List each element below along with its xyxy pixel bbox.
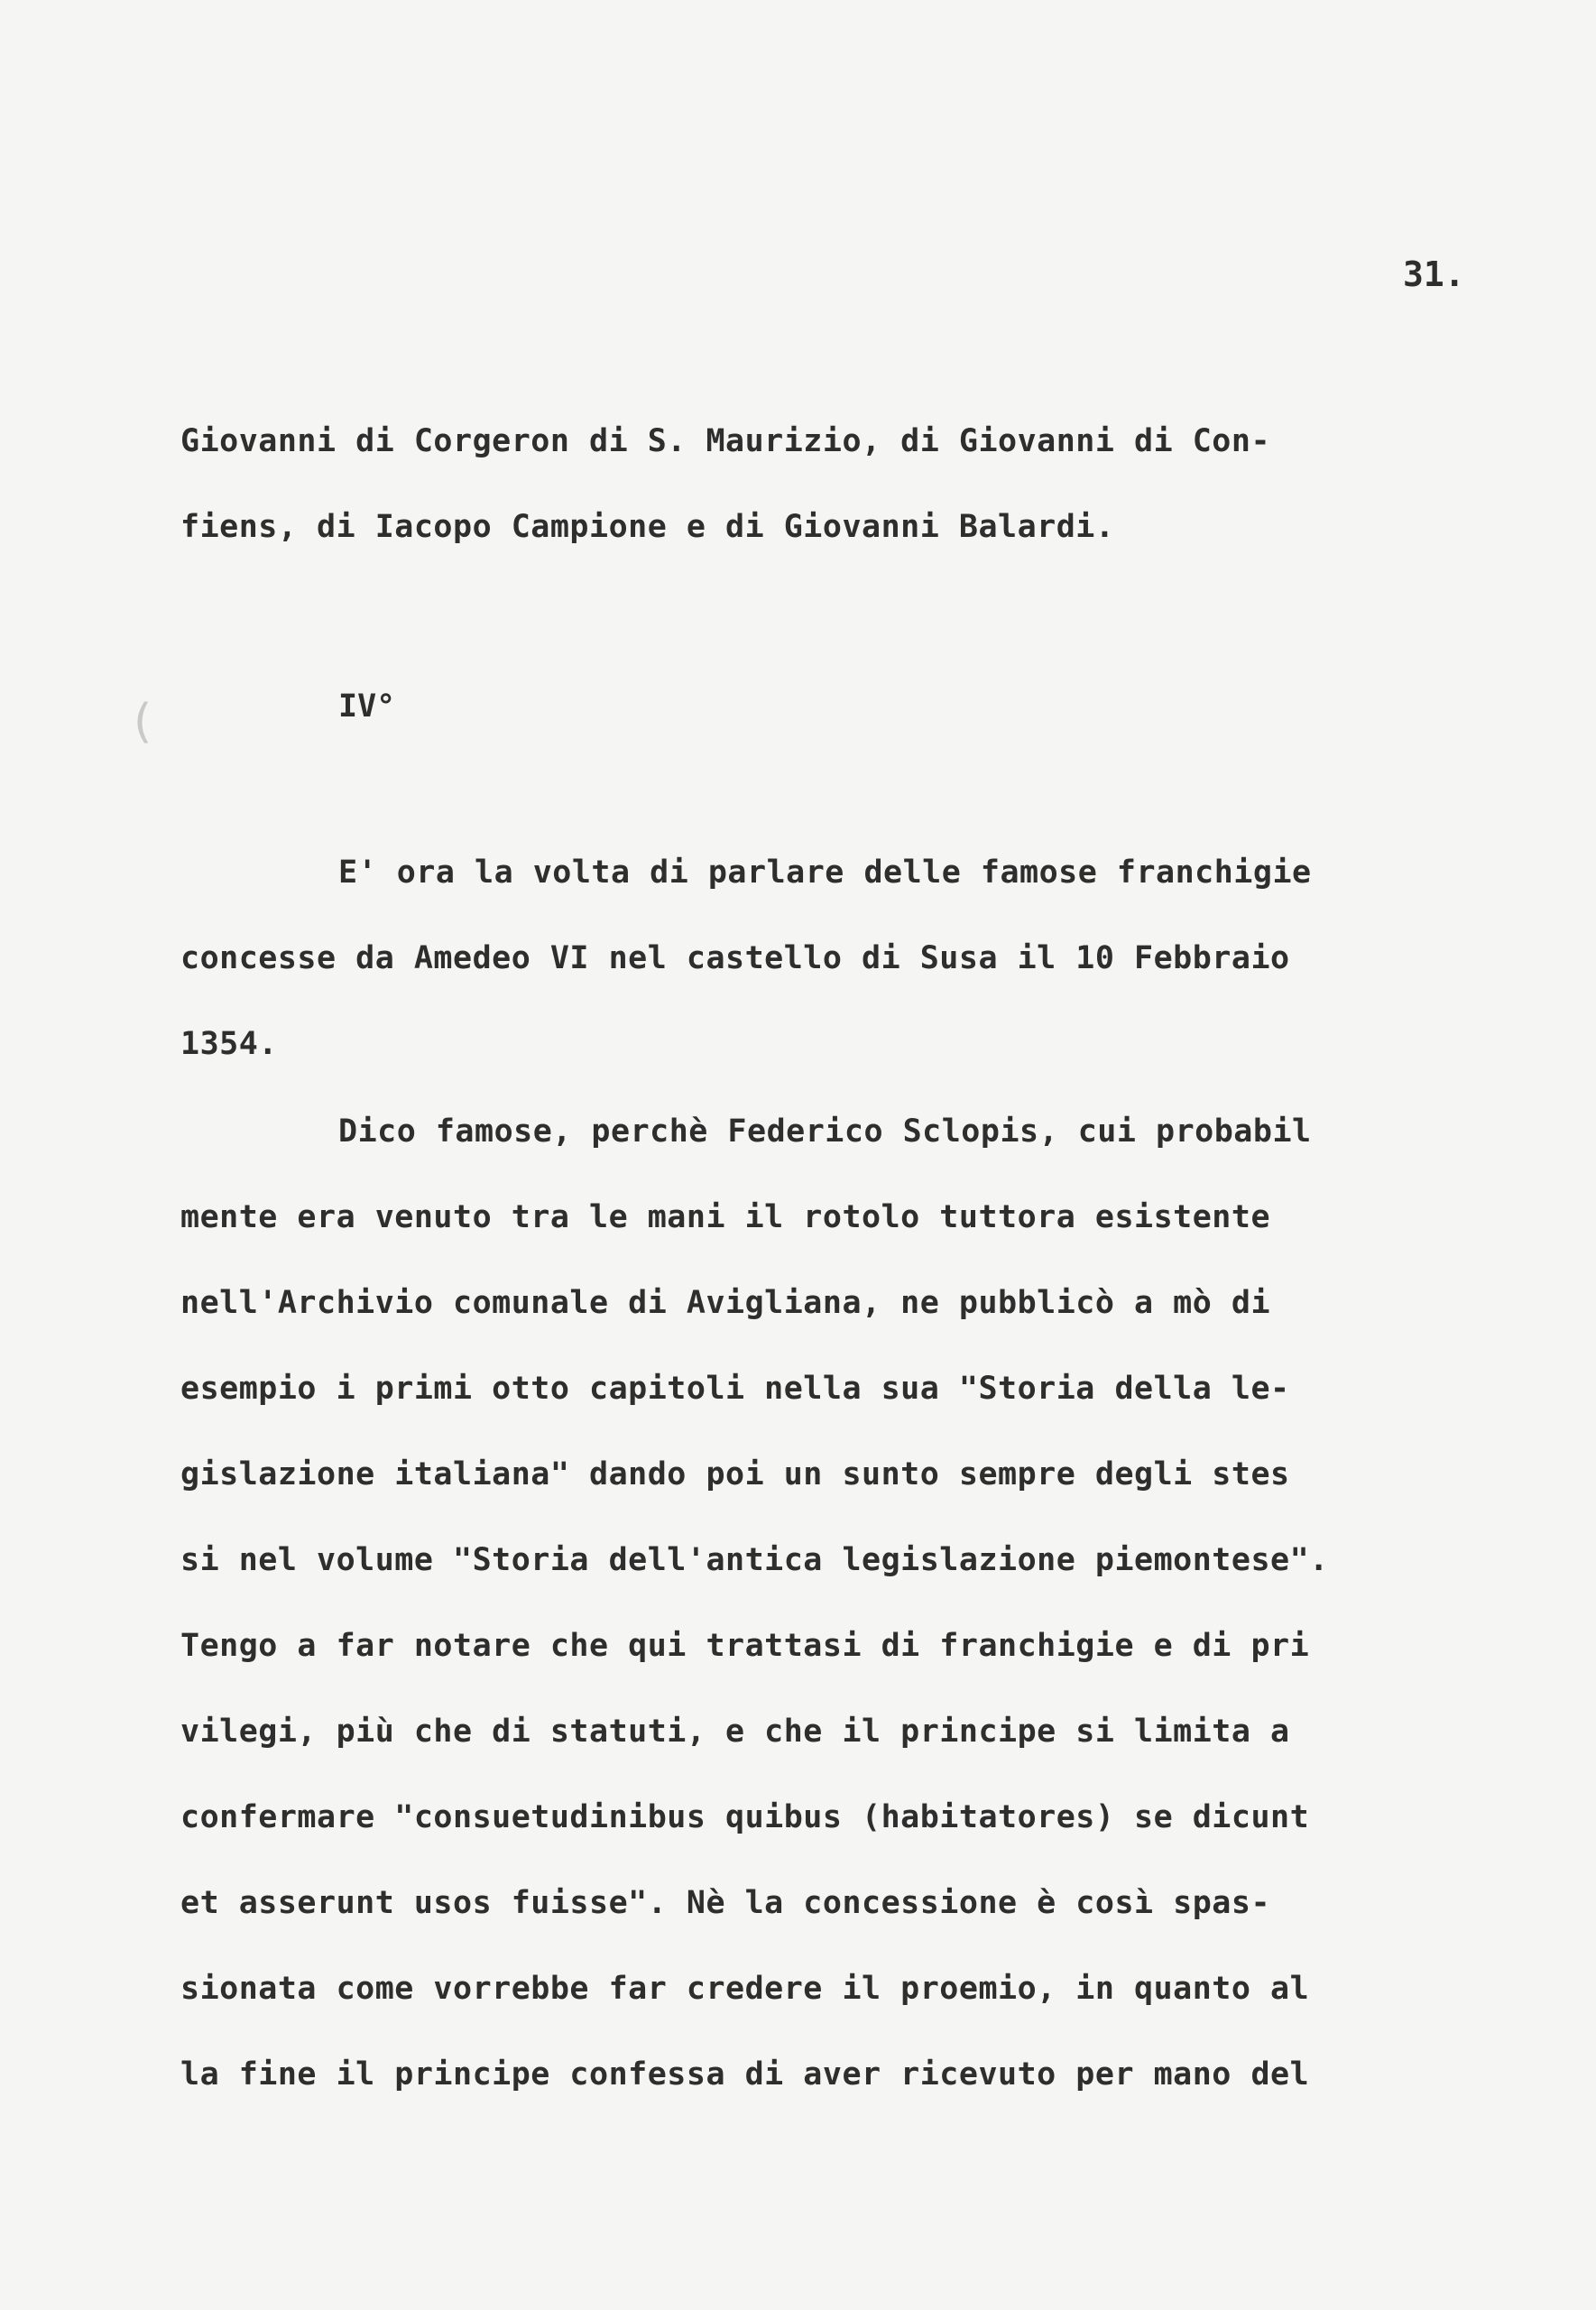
text-line: 1354. bbox=[180, 1026, 278, 1062]
text-line: Giovanni di Corgeron di S. Maurizio, di Giovanni di Con- bbox=[180, 423, 1271, 459]
text-line: nell'Archivio comunale di Avigliana, ne pubblicò a mò di bbox=[180, 1285, 1271, 1321]
text-line: fiens, di Iacopo Campione e di Giovanni Balardi. bbox=[180, 509, 1115, 545]
text-line: Dico famose, perchè Federico Sclopis, cui probabil bbox=[338, 1113, 1312, 1150]
text-line: Tengo a far notare che qui trattasi di franchigie e di pri bbox=[180, 1628, 1310, 1664]
text-line: esempio i primi otto capitoli nella sua "Storia della le- bbox=[180, 1371, 1290, 1407]
text-line: la fine il principe confessa di aver ricevuto per mano del bbox=[180, 2056, 1310, 2093]
text-line: si nel volume "Storia dell'antica legislazione piemontese". bbox=[180, 1542, 1329, 1578]
text-line: gislazione italiana" dando poi un sunto sempre degli stes bbox=[180, 1456, 1290, 1492]
page-number: 31. bbox=[1403, 254, 1465, 294]
section-heading: IV° bbox=[338, 688, 396, 725]
text-line: E' ora la volta di parlare delle famose franchigie bbox=[338, 855, 1312, 891]
text-line: sionata come vorrebbe far credere il proemio, in quanto al bbox=[180, 1971, 1310, 2007]
pencil-mark: ( bbox=[134, 695, 152, 749]
text-line: concesse da Amedeo VI nel castello di Susa il 10 Febbraio bbox=[180, 940, 1290, 976]
text-line: et asserunt usos fuisse". Nè la concessione è così spas- bbox=[180, 1885, 1271, 1921]
text-line: vilegi, più che di statuti, e che il principe si limita a bbox=[180, 1714, 1290, 1750]
text-line: confermare "consuetudinibus quibus (habitatores) se dicunt bbox=[180, 1799, 1310, 1835]
text-line: mente era venuto tra le mani il rotolo tuttora esistente bbox=[180, 1199, 1271, 1235]
